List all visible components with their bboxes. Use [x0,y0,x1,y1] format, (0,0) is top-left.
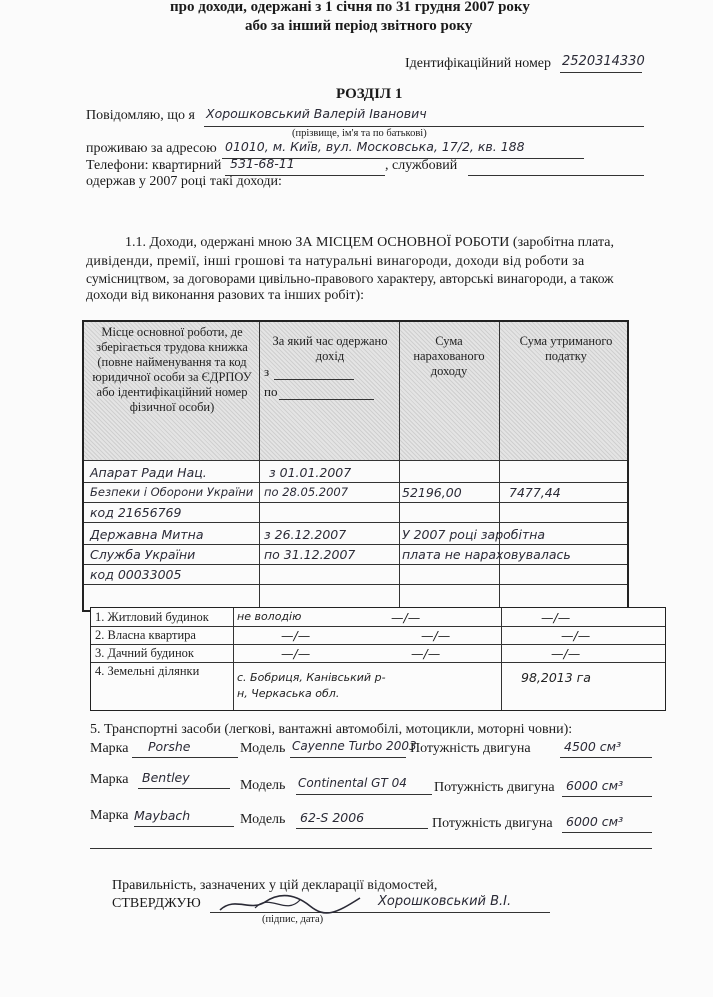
property-item-2-area: —/— [421,628,451,643]
header-line1: про доходи, одержані з 1 січня по 31 грудня 2007 року [170,0,530,15]
table-row-1-place: Апарат Ради Нац. [90,465,207,480]
property-item-1-area: —/— [391,610,421,625]
table-row-4-period: з 26.12.2007 [264,527,347,542]
row-line-6 [84,584,627,585]
vehicle-3-model: 62-S 2006 [300,810,365,825]
declarant-name: Хорошковський Валерій Іванович [206,106,427,121]
vehicles-intro: 5. Транспортні засоби (легкові, вантажні автомобілі, мотоцикли, моторні човни): [90,722,573,737]
vehicle-2-model-line [296,794,432,795]
vehicle-3-model-label: Модель [240,812,286,827]
vehicle-1-brand: Porshe [148,739,191,754]
table-row-2-period: по 28.05.2007 [264,485,349,499]
name-caption: (прізвище, ім'я та по батькові) [292,128,427,139]
id-underline [560,72,642,73]
vehicle-3-brand: Maybach [134,808,191,823]
vehicle-1-power-line [560,757,652,758]
property-item-2-value: —/— [561,628,591,643]
prop-col-1 [233,608,234,710]
table-row-2-tax: 7477,44 [509,485,561,500]
col-header-place: Місце основної роботи, де зберігається трудова книжка (повне найменування та код юридичної особи за ЄДРПОУ або ідентифікаційний номер фізичної особи) [92,325,252,414]
table-row-5-period: по 31.12.2007 [264,547,356,562]
property-item-2-label: 2. Власна квартира [95,628,196,642]
vehicle-2-brand-label: Марка [90,772,129,787]
table-row-2-sum: 52196,00 [402,485,462,500]
vehicle-3-power-label: Потужність двигуна [432,816,553,831]
vehicle-1-model-label: Модель [240,741,286,756]
vehicle-2-model: Continental GT 04 [298,776,407,790]
table-row-4-place: Державна Митна [90,527,204,542]
property-item-4-address: с. Бобриця, Канівський р-н, Черкаська обл. [237,671,386,700]
col-header-tax: Сума утриманого податку [519,334,613,363]
table-row-2-place: Безпеки і Оборони України [90,485,254,499]
property-item-3-value: —/— [551,646,581,661]
signature-caption: (підпис, дата) [262,914,324,925]
table-row-6-place: код 00033005 [90,567,182,582]
vehicle-3-power: 6000 см³ [566,814,624,829]
property-item-3-area: —/— [411,646,441,661]
name-underline [204,126,644,127]
vehicle-2-power-line [562,796,652,797]
signature-name: Хорошковський В.І. [378,894,512,909]
vehicle-2-model-label: Модель [240,778,286,793]
confirm-label: СТВЕРДЖУЮ [112,896,201,911]
notify-label: Повідомляю, що я [86,108,195,123]
vehicle-1-power-label: Потужність двигуна [410,741,531,756]
phones-label: Телефони: квартирний [86,158,222,173]
period-from-label: з [264,364,270,379]
vehicle-2-brand: Bentley [142,770,190,785]
prop-col-2 [501,608,502,710]
vehicles-end-line [90,848,652,849]
income-intro-line1: 1.1. Доходи, одержані мною ЗА МІСЦЕМ ОСНОВНОЇ РОБОТИ (заробітна плата, [125,235,614,250]
period-to-label: по [264,384,278,399]
vehicle-3-brand-label: Марка [90,808,129,823]
table-row-3-place: код 21656769 [90,505,182,520]
vehicle-2-brand-line [138,788,230,789]
col-header-period: За який час одержано дохід [272,334,388,363]
period-from-line [274,379,354,380]
vehicle-2-power: 6000 см³ [566,778,624,793]
phone-home: 531-68-11 [230,156,295,171]
id-value: 2520314330 [562,54,645,69]
section-title: РОЗДІЛ 1 [336,86,403,102]
period-to-line [279,399,374,400]
income-intro-line4: доходи від виконання разових та інших робіт): [86,288,365,303]
header-line2: або за інший період звітного року [245,18,473,34]
table-row-5-place: Служба України [90,547,196,562]
property-item-4-value: 98,2013 га [521,670,591,685]
phone-work-label: , службовий [385,158,458,173]
vehicle-3-power-line [562,832,652,833]
prop-row-line-2 [91,644,665,645]
property-item-1-address: не володію [237,610,302,623]
signature-line1: Правильність, зазначених у цій декларації відомостей, [112,878,438,893]
col-divider-2 [399,322,400,610]
id-label: Ідентифікаційний номер [405,56,552,71]
vehicle-3-brand-line [134,826,234,827]
property-item-3-address: —/— [281,646,311,661]
vehicle-3-model-line [296,828,428,829]
vehicle-1-brand-line [132,757,238,758]
property-item-1-label: 1. Житловий будинок [95,610,209,624]
col-header-sum: Сума нарахованого доходу [413,334,485,378]
vehicle-2-power-label: Потужність двигуна [434,780,555,795]
property-item-4-label: 4. Земельні ділянки [95,664,200,678]
row-line-5 [84,564,627,565]
income-intro-line2: дивіденди, премії, інші грошові та натуральні винагороди, доходи від роботи за [86,254,585,269]
vehicle-1-brand-label: Марка [90,741,129,756]
property-table [90,607,666,711]
row-line-4 [84,544,627,545]
prop-row-line-1 [91,626,665,627]
row-line-2 [84,502,627,503]
row-line-3 [84,522,627,523]
property-item-2-address: —/— [281,628,311,643]
property-item-3-label: 3. Дачний будинок [95,646,194,660]
phone-work-underline [468,175,644,176]
table-row-5-sum: плата не нараховувалась [402,547,571,562]
vehicle-1-model: Cayenne Turbo 2003 [292,739,417,753]
prop-row-line-3 [91,662,665,663]
property-item-1-value: —/— [541,610,571,625]
vehicle-1-model-line [290,757,406,758]
col-divider-3 [499,322,500,610]
address-label: проживаю за адресою [86,141,217,156]
col-divider-1 [259,322,260,610]
address-value: 01010, м. Київ, вул. Московська, 17/2, кв. 188 [225,139,525,154]
table-row-4-sum: У 2007 році заробітна [402,527,546,542]
table-row-1-period: з 01.01.2007 [269,465,352,480]
row-line-1 [84,482,627,483]
received-label: одержав у 2007 році такі доходи: [86,174,282,189]
vehicle-1-power: 4500 см³ [564,739,622,754]
income-table [82,320,629,612]
header-divider [84,460,627,461]
income-intro-line3: сумісництвом, за договорами цивільно-правового характеру, авторські винагороди, а також [86,271,614,286]
